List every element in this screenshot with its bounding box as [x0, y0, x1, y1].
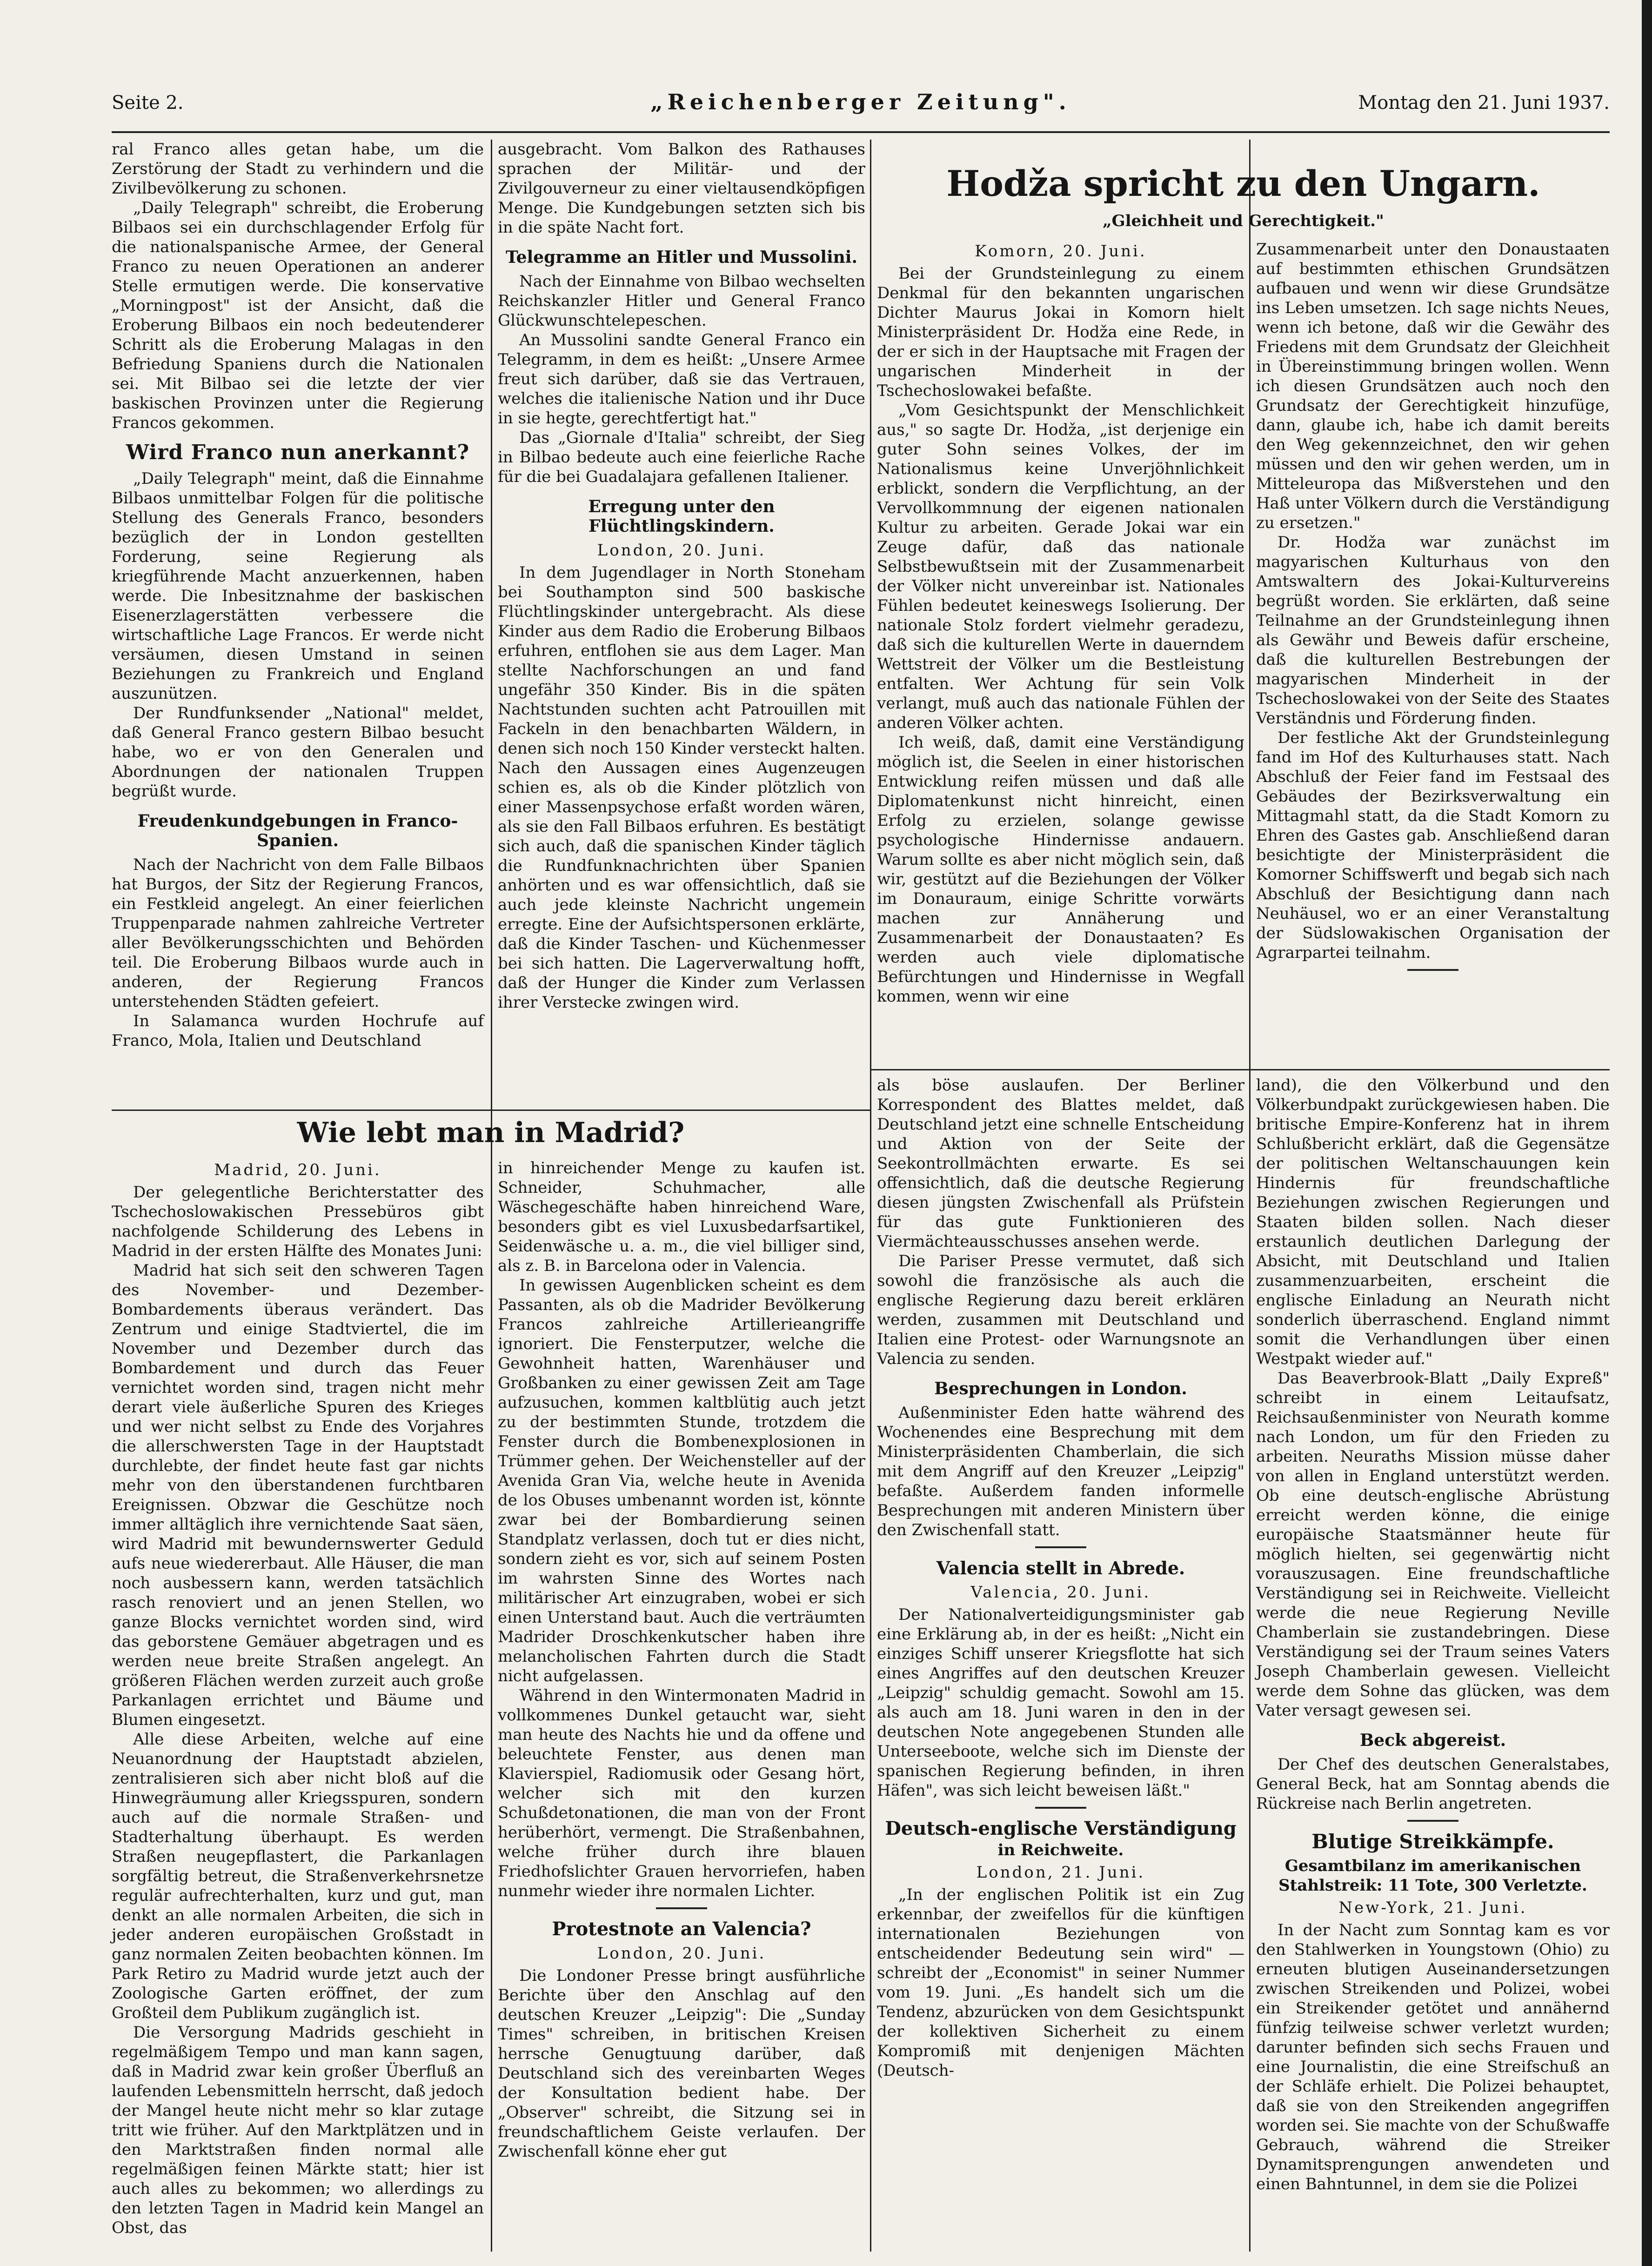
madrid-column-2	[498, 1158, 865, 2161]
sub-heading: Besprechungen in London.	[934, 1379, 1187, 1398]
article-text: Zusammenarbeit unter den Donaustaaten auf bestimmten ethischen Grundsätzen aufbauen und wenn wir diese Grundsätze ins Leben umsetzen. Ich sage nichts Neues, wenn ich betone, daß wir die Gewähr des Friedens mit dem Grundsatz der Gleichheit in Übereinstimmung bringen wollen. Wenn ich diesen Grundsätzen auch noch den Grundsatz der Gerechtigkeit hinzufüge, dann, glaube ich, habe ich damit bereits den Weg gekennzeichnet, den wir gehen müssen und den wir gehen werden, um in Mitteleuropa das Mißverstehen und den Haß unter Völkern durch die Verständigung zu ersetzen."	[1256, 240, 1610, 532]
article-text: Während in den Wintermonaten Madrid in vollkommenes Dunkel getaucht war, sieht man heute des Nachts hie und da offene und beleuchtete Fenster, aus denen man Klavierspiel, Radiomusik oder Gesang hört, welcher sich mit den kurzen Schußdetonationen, die man von der Front herüberhört, vermengt. Die Straßenbahnen, welche früher durch ihre blauen Friedhofslichter Grauen hervorriefen, haben nunmehr wieder ihre normalen Lichter.	[498, 1686, 865, 1900]
article-text: Nach der Nachricht von dem Falle Bilbaos hat Burgos, der Sitz der Regierung Francos, ein Festkleid angelegt. An einer feierlichen Truppenparade nahmen zahlreiche Vertreter aller Bevölkerungsschichten und Behörden teil. Die Eroberung Bilbaos wurde auch in anderen, der Regierung Francos unterstehenden Städten gefeiert.	[112, 856, 484, 1011]
article-heading-hodza: Hodža spricht zu den Ungarn.	[946, 163, 1540, 204]
sub-heading: Beck abgereist.	[1359, 1731, 1506, 1750]
article-text: Nach der Einnahme von Bilbao wechselten Reichskanzler Hitler und General Franco Glückwunschtelepeschen.	[498, 272, 865, 330]
sub-heading: Telegramme an Hitler und Mussolini.	[505, 247, 858, 267]
dateline: New-York, 21. Juni.	[1338, 1898, 1527, 1917]
article-text: „Daily Telegraph" meint, daß die Einnahme Bilbaos unmittelbar Folgen für die politische Stellung des Generals Franco, besonders bezüglich der in London gestellten Forderung, seine Regierung als kriegführende Macht anzuerkennen, haben werde. Die Inbesitznahme der baskischen Eisenerzlagerstätten verbessere die wirtschaftliche Lage Francos. Er werde nicht versäumen, diesen Umstand in seinen Beziehungen zu Frankreich und England auszunützen.	[112, 469, 484, 703]
page-number: Seite 2.	[112, 92, 184, 114]
sub-heading: Deutsch-englische Verständigung	[885, 1818, 1237, 1839]
sub-heading: Blutige Streikkämpfe.	[1311, 1830, 1554, 1853]
article-text: Ich weiß, daß, damit eine Verständigung möglich ist, die Seelen in einer historischen Entwicklung reifen müssen und daß alle Diplomatenkunst nicht hinreicht, einen Erfolg zu erzielen, solange gewisse psychologische Hindernisse andauern. Warum sollte es aber nicht möglich sein, daß wir, gestützt auf die Beziehungen der Völker im Donauraum, einige Schritte vorwärts machen zur Annäherung und Zusammenarbeit der Donaustaaten? Es werden auch viele diplomatische Befürchtungen und Hindernisse in Wegfall kommen, wenn wir eine	[877, 733, 1244, 1006]
sub-heading: Freudenkundgebungen in Franco-Spanien.	[137, 811, 458, 850]
column-2	[498, 140, 865, 1012]
masthead-title: „Reichenberger Zeitung".	[650, 89, 1071, 114]
sub-heading: Valencia stellt in Abrede.	[936, 1557, 1185, 1578]
sub-heading: Protestnote an Valencia?	[552, 1918, 811, 1940]
hodza-column-1	[877, 240, 1244, 1006]
issue-date: Montag den 21. Juni 1937.	[1358, 92, 1610, 114]
article-text: Der Rundfunksender „National" meldet, daß General Franco gestern Bilbao besucht habe, wo er von den Generalen und Abordnungen der nationalen Truppen begrüßt wurde.	[112, 704, 484, 801]
column-rule	[1249, 140, 1251, 1075]
column-6	[1256, 1076, 1610, 2194]
article-text: Bei der Grundsteinlegung zu einem Denkmal für den bekannten ungarischen Dichter Maurus Jokai in Komorn hielt Ministerpräsident Dr. Hodža eine Rede, in der er sich in der Hauptsache mit Fragen der ungarischen Minderheit in der Tschechoslowakei befaßte.	[877, 264, 1244, 400]
article-text: „In der englischen Politik ist ein Zug erkennbar, der zweifellos für die künftigen internationalen Beziehungen von entscheidender Bedeutung sein wird" — schreibt der „Economist" in seiner Nummer vom 19. Juni. „Es handelt sich um die Tendenz, abzurücken von dem Gesichtspunkt der kollektiven Sicherheit zu einem Kompromiß mit denjenigen Mächten (Deutsch-	[877, 1885, 1244, 2080]
separator	[1035, 1546, 1086, 1548]
column-rule	[1249, 1075, 1251, 2252]
article-text: An Mussolini sandte General Franco ein Telegramm, in dem es heißt: „Unsere Armee freut sich darüber, daß sie das Vertrauen, welches die italienische Nation und ihr Duce in sie hegte, gerechtfertigt hat."	[498, 331, 865, 428]
dateline: Valencia, 20. Juni.	[970, 1583, 1151, 1602]
scan-edge	[1642, 0, 1652, 2266]
article-subtitle: „Gleichheit und Gerechtigkeit."	[1103, 212, 1384, 230]
article-text: als böse auslaufen. Der Berliner Korrespondent des Blattes meldet, daß Deutschland jetzt eine schnelle Entscheidung und Aktion von der Seite der Seekontrollmächten erwarte. Es sei offensichtlich, daß die deutsche Regierung diesen jüngsten Zwischenfall als Prüfstein für das gute Funktionieren des Viermächteausschusses ansehen werde.	[877, 1076, 1244, 1251]
article-text: in hinreichender Menge zu kaufen ist. Schneider, Schuhmacher, alle Wäschegeschäfte haben hinreichend Ware, besonders gibt es viel Luxusbedarfsartikel, Seidenwäsche u. a. m., die viel billiger sind, als z. B. in Barcelona oder in Valencia.	[498, 1159, 865, 1275]
separator	[1035, 1807, 1086, 1809]
article-text: Das Beaverbrook-Blatt „Daily Expreß" schreibt in einem Leitaufsatz, Reichsaußenminister von Neurath komme nach London, um für den Frieden zu arbeiten. Neuraths Mission müsse daher von allen in England unterstützt werden. Ob eine deutsch-englische Abrüstung erreicht werden könne, die einige europäische Staatsmänner heute für möglich hielten, sei gegenwärtig nicht vorauszusagen. Eine freundschaftliche Verständigung sei in Reichweite. Vielleicht werde die neue Regierung Neville Chamberlain sie zustandebringen. Diese Verständigung sei der Traum seines Vaters Joseph Chamberlain gewesen. Vielleicht werde dem Sohne das glücken, was dem Vater versagt gewesen sei.	[1256, 1369, 1610, 1720]
separator	[1407, 969, 1458, 971]
section-rule	[112, 1110, 870, 1111]
article-text: „Vom Gesichtspunkt der Menschlichkeit aus," so sagte Dr. Hodža, „ist derjenige ein guter Sohn seines Volkes, der im Nationalismus keine Unverjöhnlichkeit erblickt, sondern die Verpflichtung, an der Vervollkommnung der eigenen nationalen Kultur zu arbeiten. Gerade Jokai war ein Zeuge dafür, daß das nationale Selbstbewußtsein mit der Zusammenarbeit der Völker nicht unvereinbar ist. Nationales Fühlen bedeutet keineswegs Isolierung. Der nationale Stolz fordert vielmehr geradezu, daß sich die kulturellen Werte in dauerndem Wettstreit der Völker um die Bestleistung entfalten. Wer Achtung für sein Volk verlangt, muß auch das nationale Fühlen der anderen Völker achten.	[877, 401, 1244, 732]
article-text: In gewissen Augenblicken scheint es dem Passanten, als ob die Madrider Bevölkerung Francos zahlreiche Artillerieangriffe ignoriert. Die Fensterputzer, welche die Gewohnheit hatten, Warenhäuser und Großbanken zu einer gewissen Zeit am Tage aufzusuchen, kommen kaltblütig auch jetzt zu der bestimmten Stunde, trotzdem die Fenster durch die Bombenexplosionen in Trümmer gehen. Der Weichensteller auf der Avenida Gran Via, welche heute in Avenida de los Obuses umbenannt worden ist, könnte zwar bei der Bombardierung seinen Standplatz verlassen, doch tut er dies nicht, sondern zieht es vor, sich auf seinem Posten im wahrsten Sinne des Wortes nach militärischer Art einzugraben, wobei er sich einen Unterstand baut. Auch die verträumten Madrider Droschkenkutscher haben ihre melancholischen Fahrten durch die Stadt nicht aufgelassen.	[498, 1276, 865, 1685]
article-text: In dem Jugendlager in North Stoneham bei Southampton sind 500 baskische Flüchtlingskinder untergebracht. Als diese Kinder aus dem Radio die Eroberung Bilbaos erfuhren, entflohen sie aus dem Lager. Man stellte Nachforschungen an und fand ungefähr 350 Kinder. Bis in die späten Nachtstunden suchten acht Patrouillen mit Fackeln in den benachbarten Wäldern, in denen sich noch 150 Kinder versteckt halten. Nach den Aussagen eines Augenzeugen schien es, als ob die Kinder plötzlich von einer Massenpsychose erfaßt worden wären, als sie den Fall Bilbaos erfuhren. Es bestätigt sich auch, daß die spanischen Kinder täglich die Rundfunknachrichten über Spanien anhörten und es war offensichtlich, daß sie auch jede kleinste Nachricht ungemein erregte. Eine der Aufsichtspersonen erklärte, daß die Kinder Taschen- und Küchenmesser bei sich hatten. Die Lagerverwaltung hofft, daß der Hunger die Kinder zum Verlassen ihrer Verstecke zwingen wird.	[498, 563, 865, 1012]
madrid-column-1	[112, 1158, 484, 2238]
column-rule	[491, 140, 492, 2252]
article-heading: Wird Franco nun anerkannt?	[126, 441, 470, 464]
article-text: Die Londoner Presse bringt ausführliche Berichte über den Anschlag auf den deutschen Kreuzer „Leipzig": Die „Sunday Times" schreiben, in britischen Kreisen herrsche Genugtuung darüber, daß Deutschland sich des vereinbarten Weges der Konsultation bedient habe. Der „Observer" schreibt, die Sitzung sei in freundschaftlichem Geiste verlaufen. Der Zwischenfall könne eher gut	[498, 1966, 865, 2161]
sub-heading: Erregung unter den Flüchtlingskindern.	[588, 497, 775, 536]
sub-heading-line-2: in Reichweite.	[997, 1841, 1124, 1859]
article-text: Madrid hat sich seit den schweren Tagen des November- und Dezember-Bombardements überaus verändert. Das Zentrum und einige Stadtviertel, die im November und Dezember durch das Bombardement und durch das Feuer vernichtet worden sind, tragen nicht mehr derart viele äußerliche Spuren des Krieges und wer nicht selbst zu Ende des Vorjahres die allerschwersten Tage in der Hauptstadt durchlebte, der findet heute fast gar nichts mehr von den überstandenen furchtbaren Ereignissen. Obzwar die Geschütze noch immer alltäglich ihre vernichtende Saat säen, wird Madrid mit bewundernswerter Geduld aufs neue wiedererbaut. Alle Häuser, die man noch ausbessern kann, werden tatsächlich rasch renoviert und an jenen Stellen, wo ganze Blocks vernichtet worden sind, wird das geborstene Gemäuer abgetragen und es werden neue breite Straßen angelegt. An größeren Flächen werden zurzeit auch große Parkanlagen errichtet und Bäume und Blumen eingesetzt.	[112, 1261, 484, 1729]
section-rule	[870, 1069, 1610, 1070]
article-text: ausgebracht. Vom Balkon des Rathauses sprachen der Militär- und der Zivilgouverneur zu einer vieltausendköpfigen Menge. Die Kundgebungen setzten sich bis in die späte Nacht fort.	[498, 140, 865, 237]
article-text: „Daily Telegraph" schreibt, die Eroberung Bilbaos sei ein durchschlagender Erfolg für die nationalspanische Armee, der General Franco zu neuen Operationen an anderer Stelle ermutigen werde. Die konservative „Morningpost" ist der Ansicht, daß die Eroberung Bilbaos ein noch bedeutenderer Schritt als die Eroberung Malagas in den Befriedung Spaniens durch die Nationalen sei. Mit Bilbao sei die letzte der vier baskischen Provinzen unter die Regierung Francos gekommen.	[112, 199, 484, 432]
separator	[1407, 1820, 1458, 1822]
article-text: land), die den Völkerbund und den Völkerbundpakt zurückgewiesen haben. Die britische Empire-Konferenz hat in ihrem Schlußbericht erklärt, daß die Gegensätze der politischen Weltanschauungen kein Hindernis für freundschaftliche Beziehungen zwischen Regierungen und Staaten bilden sollen. Nach dieser erstaunlich deutlichen Darlegung der Absicht, mit Deutschland und Italien zusammenzuarbeiten, erscheint die englische Einladung an Neurath nicht sonderlich überraschend. England nimmt somit die Verhandlungen über einen Westpakt wieder auf."	[1256, 1076, 1610, 1368]
article-text: ral Franco alles getan habe, um die Zerstörung der Stadt zu verhindern und die Zivilbevölkerung zu schonen.	[112, 140, 484, 198]
dateline: Madrid, 20. Juni.	[214, 1161, 381, 1179]
article-heading-madrid: Wie lebt man in Madrid?	[297, 1116, 685, 1149]
column-1	[112, 140, 484, 1050]
article-text: Der festliche Akt der Grundsteinlegung fand im Hof des Kulturhauses statt. Nach Abschluß der Feier fand im Festsaal des Gebäudes der Bezirksverwaltung ein Mittagmahl statt, da die Stadt Komorn zu Ehren des Gastes gab. Anschließend daran besichtigte der Ministerpräsident die Komorner Schiffswerft und begab sich nach Abschluß der Besichtigung dann nach Neuhäusel, wo er an einer Veranstaltung der Südslowakischen Organisation der Agrarpartei teilnahm.	[1256, 729, 1610, 962]
article-text: In der Nacht zum Sonntag kam es vor den Stahlwerken in Youngstown (Ohio) zu erneuten blutigen Auseinandersetzungen zwischen Streikenden und Polizei, wobei ein Streikender getötet und annähernd fünfzig teilweise schwer verletzt wurden; darunter befinden sich sechs Frauen und eine Journalistin, die eine Streifschuß an der Schläfe erhielt. Die Polizei behauptet, daß sie von den Streikenden angegriffen worden sei. Sie machte von der Schußwaffe Gebrauch, während die Streiker Dynamitsprengungen anwendeten und einen Bahntunnel, in dem sie die Polizei	[1256, 1921, 1610, 2193]
article-text: Der gelegentliche Berichterstatter des Tschechoslowakischen Pressebüros gibt nachfolgende Schilderung des Lebens in Madrid in der ersten Hälfte des Monates Juni:	[112, 1183, 484, 1260]
page-header	[112, 89, 1610, 129]
separator	[656, 1907, 707, 1909]
article-text: Der Nationalverteidigungsminister gab eine Erklärung ab, in der es heißt: „Nicht ein einziges Schiff unserer Kriegsflotte hat sich eines Angriffes auf den deutschen Kreuzer „Leipzig" schuldig gemacht. Sowohl am 15. als auch am 18. Juni waren in den in der deutschen Note angegebenen Stunden alle Unterseeboote, welche sich im Dienste der spanischen Regierung befinden, in ihren Häfen", was sich leicht beweisen läßt."	[877, 1605, 1244, 1800]
article-text: Außenminister Eden hatte während des Wochenendes eine Besprechung mit dem Ministerpräsidenten Chamberlain, die sich mit dem Angriff auf den Kreuzer „Leipzig" befaßte. Außerdem fanden informelle Besprechungen mit anderen Ministern über den Zwischenfall statt.	[877, 1404, 1244, 1539]
hodza-column-2	[1256, 240, 1610, 976]
column-rule	[870, 140, 871, 2252]
article-text: In Salamanca wurden Hochrufe auf Franco, Mola, Italien und Deutschland	[112, 1012, 484, 1050]
header-rule	[112, 131, 1610, 133]
column-5	[877, 1076, 1244, 2080]
article-text: Die Versorgung Madrids geschieht in regelmäßigem Tempo und man kann sagen, daß in Madrid zwar kein großer Überfluß an laufenden Lebensmitteln herrscht, daß jedoch der Mangel heute nicht mehr so klar zutage tritt wie früher. Auf den Marktplätzen und in den Marktstraßen finden normal alle regelmäßigen feinen Märkte statt; hier ist auch alles zu bekommen; wo allerdings zu den letzten Tagen in Madrid kein Mangel an Obst, das	[112, 2023, 484, 2237]
article-text: Alle diese Arbeiten, welche auf eine Neuanordnung der Hauptstadt abzielen, zentralisieren sich aber nicht bloß auf die Hinwegräumung aller Kriegsspuren, sondern auch auf die normale Straßen- und Stadterhaltung überhaupt. Es werden Straßen neugepflastert, die Parkanlagen sorgfältig betreut, die Straßenverkehrsnetze regulär aufrechterhalten, kurz und gut, man denkt an alle normalen Arbeiten, die sich in jeder anderen europäischen Großstadt in ganz normalen Zeiten beobachten können. Im Park Retiro zu Madrid wurde jetzt auch der Zoologische Garten eröffnet, der zum Großteil dem Publikum zugänglich ist.	[112, 1730, 484, 2022]
article-text: Dr. Hodža war zunächst im magyarischen Kulturhaus von den Amtswaltern des Jokai-Kulturvereins begrüßt worden. Sie erklärten, daß seine Teilnahme an der Grundsteinlegung ihnen als Gewähr und Beweis dafür erscheine, daß die kulturellen Bestrebungen der magyarischen Minderheit in der Tschechoslowakei von der Seite des Staates Verständnis und Förderung finden.	[1256, 533, 1610, 728]
dateline: London, 20. Juni.	[597, 541, 766, 560]
dateline: Komorn, 20. Juni.	[975, 242, 1147, 261]
article-text: Die Pariser Presse vermutet, daß sich sowohl die französische als auch die englische Regierung dazu bereit erklären werden, zusammen mit Deutschland und Italien eine Protest- oder Warnungsnote an Valencia zu senden.	[877, 1252, 1244, 1368]
sub-heading-line-2: Gesamtbilanz im amerikanischen Stahlstreik: 11 Tote, 300 Verletzte.	[1278, 1857, 1587, 1895]
article-text: Das „Giornale d'Italia" schreibt, der Sieg in Bilbao bedeute auch eine feierliche Rache für die bei Guadalajara gefallenen Italiener.	[498, 428, 865, 486]
article-text: Der Chef des deutschen Generalstabes, General Beck, hat am Sonntag abends die Rückreise nach Berlin angetreten.	[1256, 1755, 1610, 1813]
dateline: London, 20. Juni.	[597, 1944, 766, 1963]
dateline: London, 21. Juni.	[976, 1863, 1145, 1882]
